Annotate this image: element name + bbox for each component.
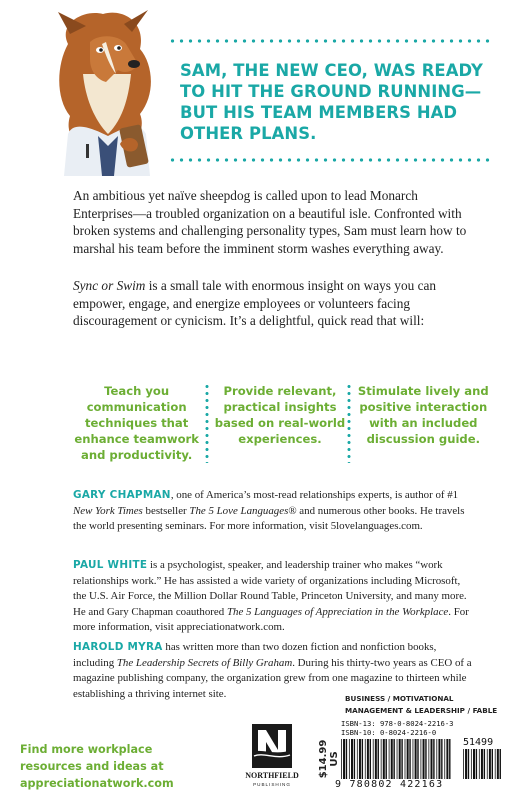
price-label: [317, 728, 340, 784]
author-name: HAROLD MYRA: [73, 641, 163, 653]
website-callout: [20, 741, 220, 792]
author-bio-text: ® and numerous other books. He travels the world presenting seminars. For more information, visit 5lovelanguages.com.: [73, 504, 465, 533]
decorative-dotted-rule-top: [168, 38, 490, 44]
author-bio: [73, 488, 473, 535]
barcode-bars: [341, 739, 451, 779]
sheepdog-mascot-illustration: [28, 4, 188, 176]
ean-number: 9 780802 422163: [335, 779, 444, 790]
author-bio-text: has written more than two dozen fiction and nonfiction books, including: [73, 641, 437, 669]
author-bio-italic: The Leadership Secrets of Billy Graham: [116, 656, 293, 669]
author-bio-text: . For more information, visit appreciationatwork.com.: [73, 605, 469, 634]
publisher-logo: [244, 722, 300, 788]
publisher-name: NORTHFIELD: [245, 771, 299, 780]
benefit-item: Provide relevant, practical insights based on real-world experiences.: [214, 384, 346, 446]
isbn-13: ISBN-13: 978-0-8024-2216-3: [341, 719, 454, 728]
author-name: GARY CHAPMAN: [73, 489, 171, 501]
price-text: $14.99 US: [318, 739, 340, 779]
isbn-barcode: [335, 719, 505, 791]
benefit-divider: [347, 383, 351, 463]
benefit-item: Stimulate lively and positive interaction with an included discussion guide.: [357, 384, 489, 446]
book-category: BUSINESS / MOTIVATIONAL MANAGEMENT & LEADERSHIP / FABLE: [345, 694, 498, 715]
decorative-dotted-rule-bottom: [168, 157, 490, 163]
publisher-sub: PUBLISHING: [253, 782, 291, 787]
benefit-divider: [205, 383, 209, 463]
author-bio-text: , one of America’s most-read relationships experts, is author of #1: [170, 489, 459, 501]
author-name: PAUL WHITE: [73, 559, 148, 571]
summary-paragraph: [73, 277, 468, 330]
book-title: Sync or Swim: [73, 278, 146, 293]
author-bio: [73, 558, 473, 636]
author-bio-italic: The 5 Languages of Appreciation in the Workplace: [226, 605, 449, 618]
barcode-supplement: 51499: [463, 737, 494, 748]
intro-paragraph: An ambitious yet naïve sheepdog is called upon to lead Monarch Enterprises—a troubled organization on a beautiful isle. Confronted with broken systems and challenging personality types, Sam must learn how to marshal his team before the imminent storm washes everything away.: [73, 188, 467, 256]
headline: SAM, THE NEW CEO, WAS READY TO HIT THE GROUND RUNNING— BUT HIS TEAM MEMBERS HAD OTHER PLANS.: [180, 61, 483, 143]
summary-text: is a small tale with enormous insight on ways you can empower, engage, and energize employees or volunteers facing discouragement or cynicism. It’s a delightful, quick read that will:: [73, 278, 437, 329]
callout-line: Find more workplace: [20, 743, 153, 756]
author-bio-italic: New York Times: [73, 504, 143, 517]
author-bio-text: bestseller: [142, 504, 190, 517]
callout-line: resources and ideas at: [20, 760, 164, 773]
benefit-item: Teach you communication techniques that enhance teamwork and productivity.: [74, 384, 199, 462]
benefits-list: [65, 383, 495, 465]
isbn-10: ISBN-10: 0-8024-2216-0: [341, 728, 437, 737]
author-bio-text: . During his thirty-two years as CEO of a magazine publishing company, the organization grew from one magazine to thirteen while establishing a thriving internet site.: [73, 656, 472, 700]
author-bio-text: is a psychologist, speaker, and leadership trainer who makes “work relationships work.” He has assisted a wide variety of organizations including Microsoft, the U.S. Air Force, the Million Dollar Round Table, Princeton University, and many more. He and Gary Chapman coauthored: [73, 559, 467, 618]
callout-url: appreciationatwork.com: [20, 777, 174, 790]
barcode-supplement-bars: [463, 749, 501, 779]
author-bio-italic: The 5 Love Languages: [189, 504, 289, 517]
